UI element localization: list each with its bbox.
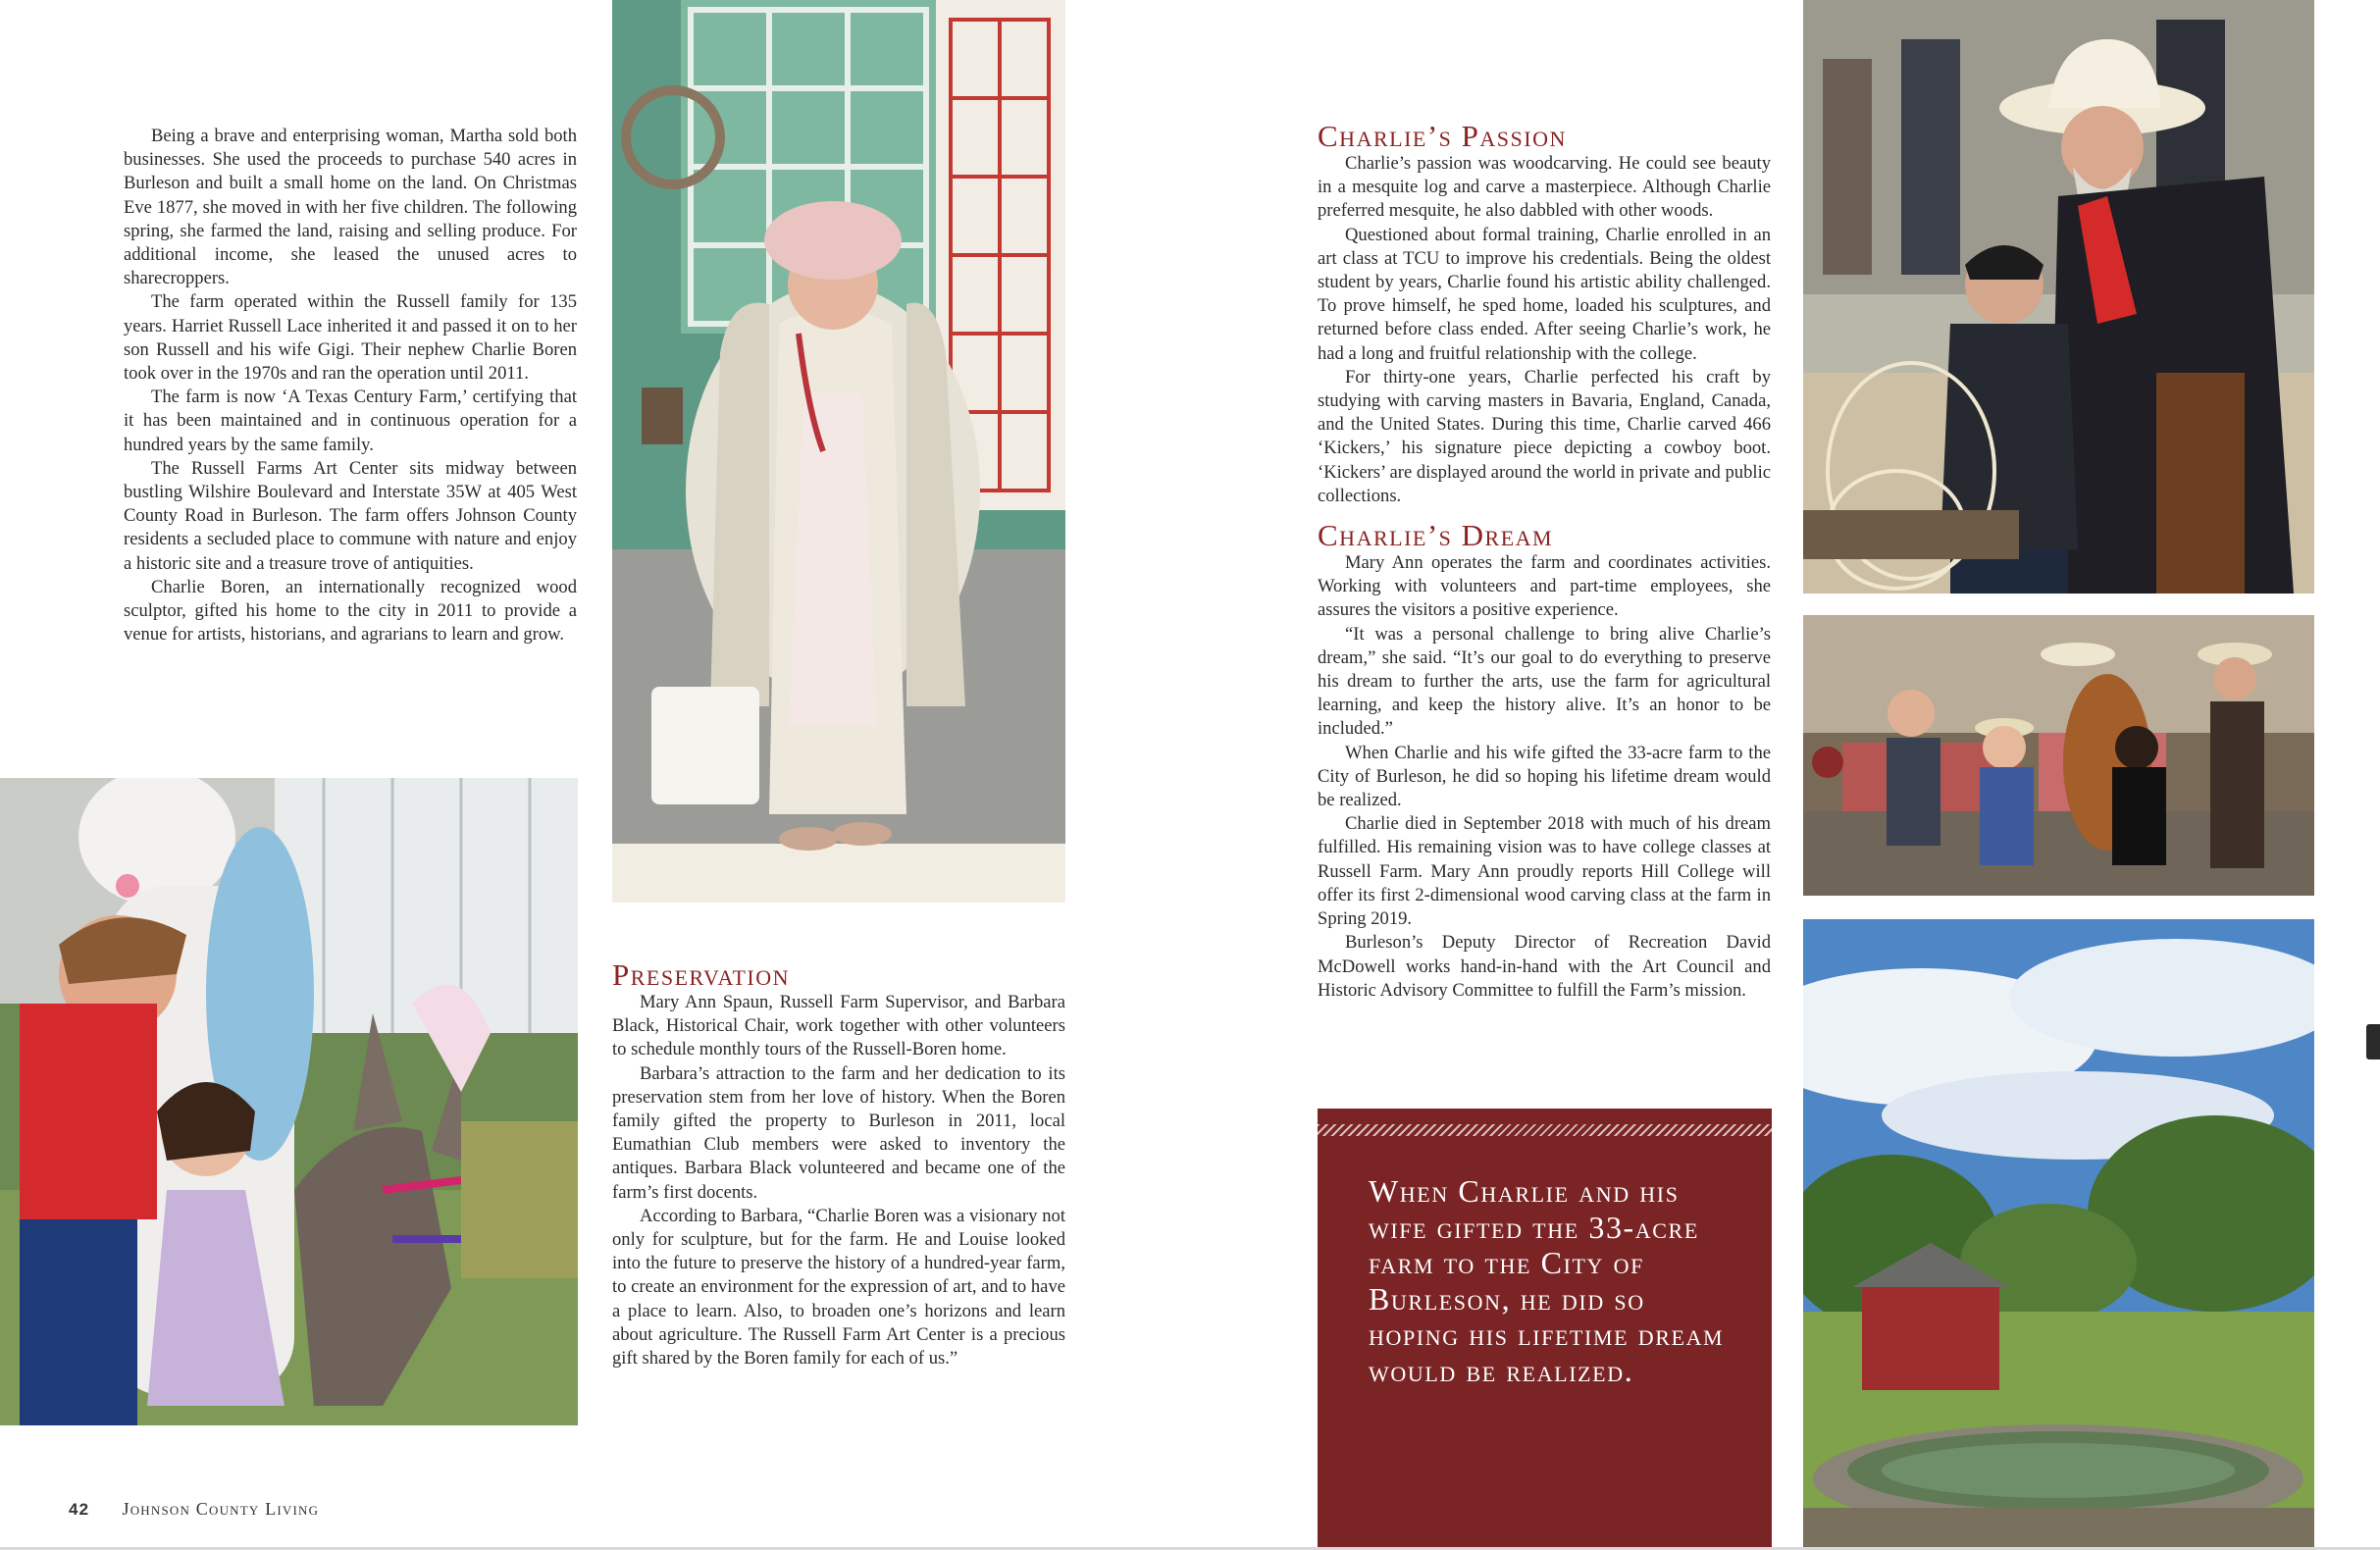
body-paragraph: The farm operated within the Russell family for 135 years. Harriet Russell Lace inherited it and passed it on to her son Russell and his wife Gigi. Their nephew Charlie Boren took over in the 1970s and ran the operation until 2011. [124,291,577,385]
body-paragraph: Charlie’s passion was woodcarving. He could see beauty in a mesquite log and carve a masterpiece. Although Charlie preferred mesquite, he also dabbled with other woods. [1318,153,1771,222]
section-heading-dream: Charlie’s Dream [1318,518,1554,553]
body-paragraph: Mary Ann operates the farm and coordinates activities. Working with volunteers and part-time employees, she assures the visitors a positive experience. [1318,552,1771,621]
pull-quote-decorative-border [1318,1124,1772,1136]
body-paragraph: Being a brave and enterprising woman, Martha sold both businesses. She used the proceeds to purchase 540 acres in Burleson and built a small home on the land. On Christmas Eve 1877, she moved in with her five children. The following spring, she farmed the land, raising and selling produce. For additional income, she leased the unused acres to sharecroppers. [124,126,577,289]
body-paragraph: According to Barbara, “Charlie Boren was a visionary not only for sculpture, but for the farm. He and Louise looked into the future to preserve the history of a hundred-year farm, to create an environment for the expression of art, and to have a place to learn. Also, to broaden one’s horizons and learn about agriculture. The Russell Farm Art Center is a precious gift shared by the Boren family for each of us.” [612,1205,1065,1369]
body-paragraph: Barbara’s attraction to the farm and her dedication to its preservation stem from her love of history. When the Boren family gifted the property to Burleson in 2011, local Eumathian Club members were asked to inventory the antiques. Barbara Black volunteered and became one of the farm’s first docents. [612,1062,1065,1203]
pull-quote-text: When Charlie and his wife gifted the 33-acre farm to the City of Burleson, he did so hoping his lifetime dream would be realized. [1369,1173,1725,1388]
pull-quote-box [1318,1109,1772,1550]
body-paragraph: The Russell Farms Art Center sits midway between bustling Wilshire Boulevard and Interstate 35W at 405 West County Road in Burleson. The farm offers Johnson County residents a secluded place to commune with nature and enjoy a historic site and a treasure trove of antiquities. [124,457,577,574]
body-paragraph: Mary Ann Spaun, Russell Farm Supervisor, and Barbara Black, Historical Chair, work together with other volunteers to schedule monthly tours of the Russell-Boren home. [612,992,1065,1060]
magazine-name: Johnson County Living [122,1499,320,1519]
body-paragraph: The farm is now ‘A Texas Century Farm,’ certifying that it has been maintained and in continuous operation for a hundred years by the same family. [124,387,577,455]
page-footer [69,1499,319,1520]
body-paragraph: Questioned about formal training, Charlie enrolled in an art class at TCU to improve his credentials. Being the oldest student by years, Charlie found his artistic ability challenged. To prove himself, he sped home, loaded his sculptures, and returned before class ended. After seeing Charlie’s work, he had a long and fruitful relationship with the college. [1318,224,1771,364]
photo-woman-in-wicker-chair [612,0,1065,903]
photo-children-with-donkey [0,778,578,1425]
body-paragraph: Charlie died in September 2018 with much of his dream fulfilled. His remaining vision was to have college classes at Russell Farm. Mary Ann proudly reports Hill College will offer its first 2-dimensional wood carving class at the farm in Spring 2019. [1318,813,1771,930]
section-heading-passion: Charlie’s Passion [1318,119,1567,153]
preservation-section [612,959,1065,1370]
page-turn-tab[interactable] [2366,1024,2380,1059]
page-number: 42 [69,1500,90,1519]
photo-farm-landscape-pond [1803,919,2314,1550]
right-text-column [1318,121,1771,1003]
body-paragraph: Charlie Boren, an internationally recognized wood sculptor, gifted his home to the city in 2011 to provide a venue for artists, historians, and agrarians to learn and grow. [124,576,577,646]
body-paragraph: Burleson’s Deputy Director of Recreation David McDowell works hand-in-hand with the Art Council and Historic Advisory Committee to fulfill the Farm’s mission. [1318,932,1771,1001]
section-heading-preservation: Preservation [612,957,790,992]
body-paragraph: “It was a personal challenge to bring alive Charlie’s dream,” she said. “It’s our goal to do everything to preserve his dream to further the arts, use the farm for agricultural learning, and keep the history alive. It’s an honor to be included.” [1318,623,1771,740]
photo-cowboy-teaching-boy-lasso [1803,0,2314,594]
left-text-column [124,125,577,646]
photo-fiddle-players [1803,615,2314,896]
body-paragraph: For thirty-one years, Charlie perfected his craft by studying with carving masters in Bavaria, England, Canada, and the United States. During this time, Charlie carved 466 ‘Kickers,’ his signature piece depicting a cowboy boot. ‘Kickers’ are displayed around the world in private and public collections. [1318,366,1771,506]
body-paragraph: When Charlie and his wife gifted the 33-acre farm to the City of Burleson, he did so hoping his lifetime dream would be realized. [1318,742,1771,811]
